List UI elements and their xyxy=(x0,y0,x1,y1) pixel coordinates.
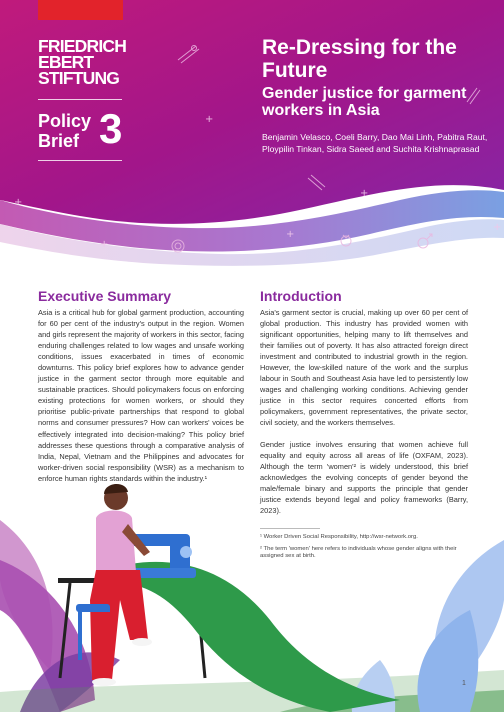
author-list: Benjamin Velasco, Coeli Barry, Dao Mai Linh, Pabitra Raut, Ploypilin Tinkan, Sidra Saeed and Suchita Krishnaprasad xyxy=(262,132,488,154)
footnote-2: ² The term 'women' here refers to individuals whose gender aligns with their assigned sex at birth. xyxy=(260,545,457,560)
svg-text:+: + xyxy=(286,229,295,240)
fes-logo xyxy=(38,38,128,86)
cover-header xyxy=(0,0,504,268)
series-number: 3 xyxy=(99,105,123,152)
svg-text:+: + xyxy=(493,222,502,233)
logo-divider-bottom xyxy=(38,160,122,161)
series-label-line2: Brief xyxy=(38,131,80,151)
introduction-paragraph-2: Gender justice involves ensuring that women achieve full equality and equity across all areas of life (OXFAM, 2023). Although the term 'women'² is widely understood, this brief acknowledges the evolving concepts of gender beyond the male/female binary and supports the principle that gender justice extends beyond legal and policy frameworks (Barry, 2023). xyxy=(260,439,468,515)
executive-summary-paragraph: Asia is a critical hub for global garment production, accounting for 60 per cent of the industry's output in the region. Women and girls represent the majority of workers in this sector, facing enduring challenges related to low wages and unsafe working conditions, issues exacerbated in times of economic downturns. This policy brief explores how to advance gender justice in the garment sector through more equitable and sustainable practices. Should policymakers focus on enforcing existing protections for women workers, or should they prioritise public-private partnerships that respond to global norms and consumer pressures? How can workers' voices be effectively integrated into decision-making? This policy brief addresses these questions through a comparative analysis of India, Nepal, Vietnam and the Philippines and advocates for worker-driven social responsibility (WSR) as a mechanism to enforce human rights standards within the industry.¹ xyxy=(38,308,244,483)
executive-summary-heading: Executive Summary xyxy=(38,288,172,304)
introduction-heading: Introduction xyxy=(260,288,342,304)
svg-text:+: + xyxy=(205,114,214,125)
brand-red-tab xyxy=(38,0,123,20)
logo-line-2: EBERT xyxy=(38,52,94,72)
logo-divider-top xyxy=(38,99,122,100)
svg-text:+: + xyxy=(14,197,23,208)
document-title: Re-Dressing for the Future xyxy=(262,36,457,82)
garment-worker-illustration xyxy=(0,460,504,712)
logo-line-3: STIFTUNG xyxy=(38,68,120,88)
series-label-line1: Policy xyxy=(38,111,92,131)
logo-line-1: FRIEDRICH xyxy=(38,36,127,56)
page-number: 1 xyxy=(462,680,466,687)
svg-text:+: + xyxy=(100,239,109,250)
svg-text:+: + xyxy=(360,188,369,199)
introduction-paragraph-1: Asia's garment sector is crucial, making up over 60 per cent of global production. This industry has provided women with significant opportunities, helping many to lift themselves and their families out of poverty. It has also attracted foreign direct investment and contributed to industrial growth in the region. However, the low-skilled nature of the work and the surplus labour in South and Southeast Asia have led to persistently low wages and challenging working conditions. Achieving gender justice in this sector requires concerted efforts from policymakers, government representatives, the private sector, civil society, and the workers themselves. xyxy=(260,308,468,428)
series-label xyxy=(38,111,91,151)
document-subtitle: Gender justice for garment workers in Asia xyxy=(262,85,467,119)
footnote-1: ¹ Worker Driven Social Responsibility, http://wsr-network.org. xyxy=(260,534,418,540)
